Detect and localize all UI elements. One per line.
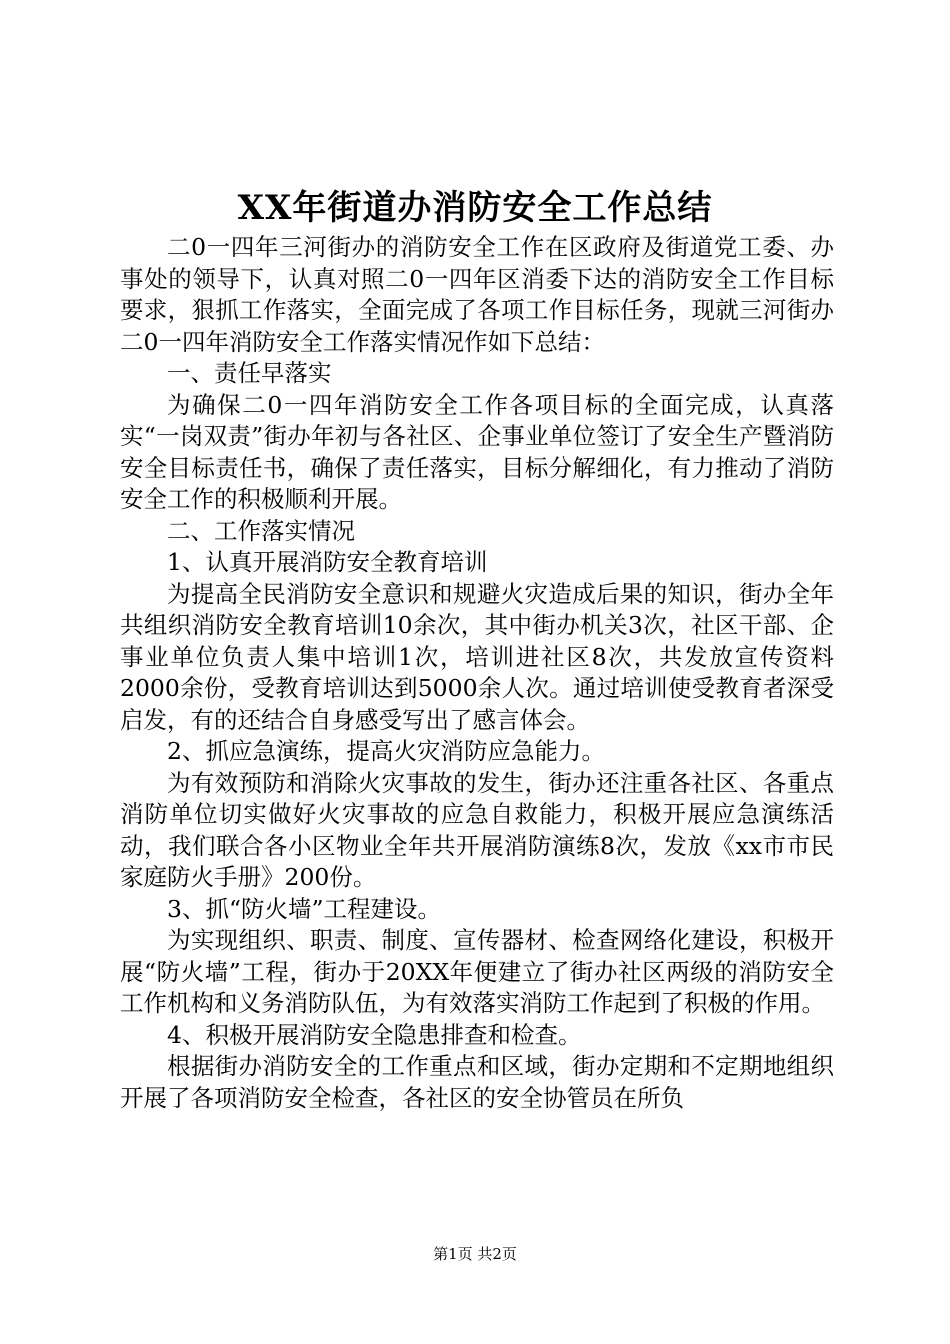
paragraph-inspection: 根据街办消防安全的工作重点和区域，街办定期和不定期地组织开展了各项消防安全检查，各社区的安全协管员在所负 xyxy=(120,1052,834,1112)
subheading-training: 1、认真开展消防安全教育培训 xyxy=(167,548,488,576)
section-heading-responsibility: 一、责任早落实 xyxy=(167,359,332,387)
page-footer: 第1页 共2页 xyxy=(433,1245,517,1263)
paragraph-responsibility: 为确保二0一四年消防安全工作各项目标的全面完成，认真落实“一岗双责”街办年初与各社区、企事业单位签订了安全生产暨消防安全目标责任书，确保了责任落实，目标分解细化，有力推动了消防安全工作的积极顺利开展。 xyxy=(120,390,834,513)
paragraph-intro: 二0一四年三河街办的消防安全工作在区政府及街道党工委、办事处的领导下，认真对照二0一四年区消委下达的消防安全工作目标要求，狠抓工作落实，全面完成了各项工作目标任务，现就三河街办二0一四年消防安全工作落实情况作如下总结： xyxy=(120,233,834,356)
paragraph-firewall: 为实现组织、职责、制度、宣传器材、检查网络化建设，积极开展“防火墙”工程，街办于20XX年便建立了街办社区两级的消防安全工作机构和义务消防队伍，为有效落实消防工作起到了积极的作用。 xyxy=(120,926,834,1017)
subheading-firewall: 3、抓“防火墙”工程建设。 xyxy=(167,894,441,923)
document-title: XX年街道办消防安全工作总结 xyxy=(237,188,713,228)
subheading-drills: 2、抓应急演练，提高火灾消防应急能力。 xyxy=(167,737,605,765)
section-heading-implementation: 二、工作落实情况 xyxy=(167,516,355,545)
subheading-inspection: 4、积极开展消防安全隐患排查和检查。 xyxy=(167,1020,582,1049)
document-body xyxy=(120,232,834,1114)
paragraph-training: 为提高全民消防安全意识和规避火灾造成后果的知识，街办全年共组织消防安全教育培训10余次，其中街办机关3次，社区干部、企事业单位负责人集中培训1次，培训进社区8次，共发放宣传资料2000余份，受教育培训达到5000余人次。通过培训使受教育者深受启发，有的还结合自身感受写出了感言体会。 xyxy=(120,579,834,734)
paragraph-drills: 为有效预防和消除火灾事故的发生，街办还注重各社区、各重点消防单位切实做好火灾事故的应急自救能力，积极开展应急演练活动，我们联合各小区物业全年共开展消防演练8次，发放《xx市市民家庭防火手册》200份。 xyxy=(120,768,834,891)
